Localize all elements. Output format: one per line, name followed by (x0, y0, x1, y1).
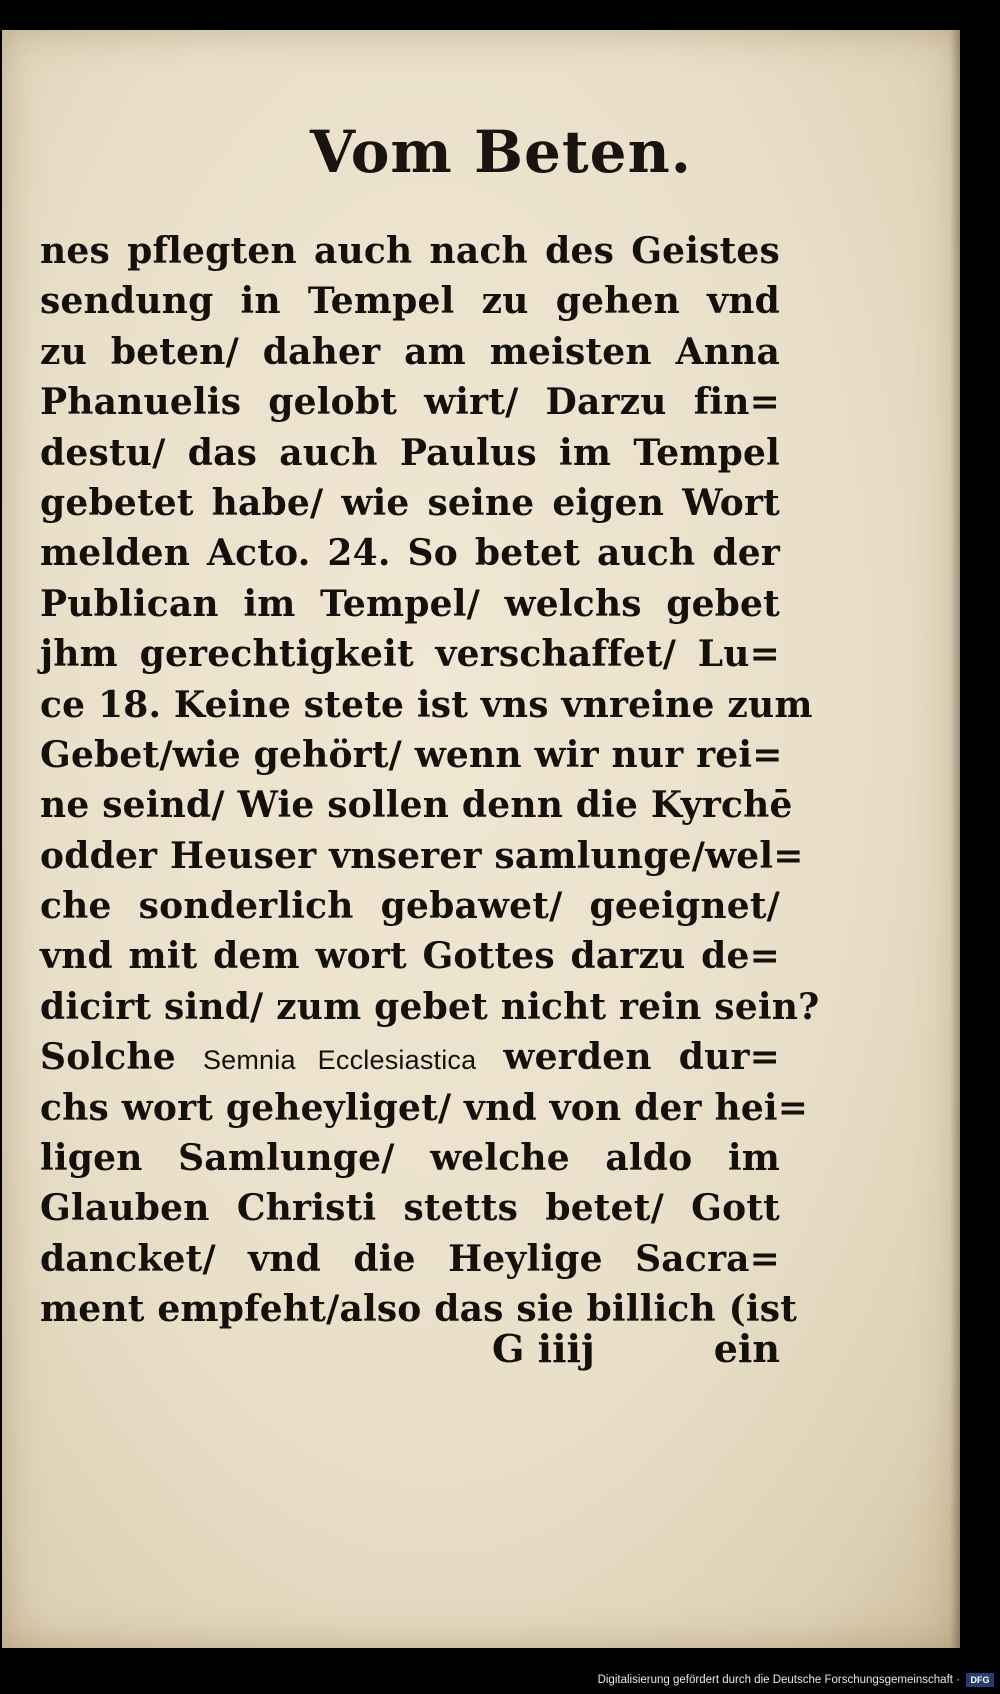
latin-phrase: Semnia Ecclesiastica (202, 1045, 477, 1076)
running-head: Vom Beten. (310, 118, 692, 186)
text-line-4: Phanuelis gelobt wirt/ Darzu fin= (40, 381, 780, 424)
text-line-14: che sonderlich gebawet/ geeignet/ (40, 885, 780, 928)
text-line-8: Publican im Tempel/ welchs gebet (40, 582, 780, 625)
catchword: ein (713, 1326, 780, 1371)
body-text (40, 226, 820, 1335)
credit-bar (0, 1664, 1000, 1694)
text-line-6: gebetet habe/ wie seine eigen Wort (40, 481, 780, 524)
text-line-10: ce 18. Keine stete ist vns vnreine zum (40, 683, 813, 726)
text-line-1: nes pflegten auch nach des Geistes (40, 230, 780, 272)
text-line-13: odder Heuser vnserer samlunge/wel= (40, 834, 804, 877)
text-line-17 (40, 1032, 780, 1082)
signature-mark: G iiij (492, 1326, 595, 1371)
text-line-15: vnd mit dem wort Gottes darzu de= (40, 935, 780, 978)
text-line-20: Glauben Christi stetts betet/ Gott (40, 1187, 780, 1230)
digitization-credit: Digitalisierung gefördert durch die Deutsche Forschungsgemeinschaft · (597, 1674, 960, 1686)
text-line-17-end: werden dur= (503, 1036, 781, 1079)
text-line-2: sendung in Tempel zu gehen vnd (40, 280, 780, 323)
text-line-18: chs wort geheyliget/ vnd von der hei= (40, 1086, 809, 1129)
text-line-22: ment empfeht/also das sie billich (ist (40, 1288, 798, 1331)
text-line-17-start: Solche (40, 1036, 176, 1079)
text-line-5: destu/ das auch Paulus im Tempel (40, 431, 780, 474)
page-edge-shadow (950, 30, 960, 1648)
page-footer (482, 1326, 780, 1382)
text-line-21: dancket/ vnd die Heylige Sacra= (40, 1237, 780, 1280)
text-line-3: zu beten/ daher am meisten Anna (40, 330, 780, 373)
text-line-19: ligen Samlunge/ welche aldo im (40, 1137, 780, 1180)
dfg-logo: DFG (966, 1673, 994, 1687)
text-line-9: jhm gerechtigkeit verschaffet/ Lu= (40, 633, 780, 676)
book-page (2, 30, 960, 1648)
text-line-7: melden Acto. 24. So betet auch der (40, 532, 780, 575)
text-line-16: dicirt sind/ zum gebet nicht rein sein? (40, 985, 820, 1028)
text-line-11: Gebet/wie gehört/ wenn wir nur rei= (40, 733, 783, 776)
text-line-12: ne seind/ Wie sollen denn die Kyrchē (40, 784, 793, 827)
